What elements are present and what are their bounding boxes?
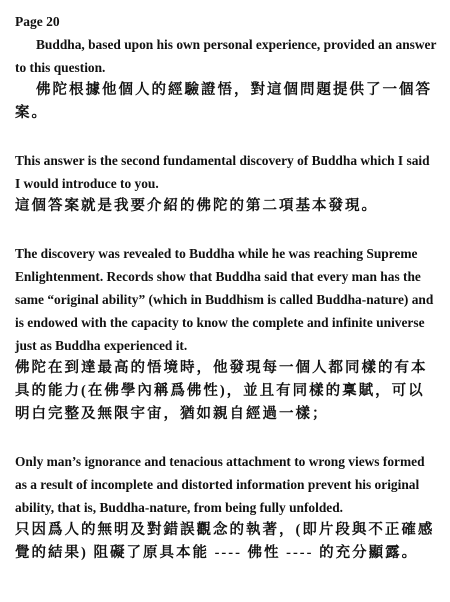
page-number: Page 20	[15, 14, 60, 29]
paragraph-1-english: Buddha, based upon his own personal experience, provided an answer to this question.	[15, 37, 437, 75]
paragraph-3-english: The discovery was revealed to Buddha while he was reaching Supreme Enlightenment. Records show that Buddha said that every man has the same “original ability” (which in Buddhism is called Buddha-nature) and is endowed with the capacity to know the complete and infinite universe just as Buddha experienced it.	[15, 246, 434, 353]
paragraph-2-english: This answer is the second fundamental discovery of Buddha which I said I would introduce to you.	[15, 153, 430, 191]
paragraph-4-chinese: 只因爲人的無明及對錯誤觀念的執著，(即片段與不正確感覺的結果) 阻礙了原具本能 ---- 佛性 ---- 的充分顯露。	[15, 522, 435, 561]
paragraph-4-english: Only man’s ignorance and tenacious attachment to wrong views formed as a result of incomplete and distorted information prevent his original ability, that is, Buddha-nature, from being fully unfolded.	[15, 454, 425, 515]
paragraph-2-chinese: 這個答案就是我要介紹的佛陀的第二項基本發現。	[15, 198, 378, 214]
paragraph-3-chinese: 佛陀在到達最高的悟境時，他發現每一個人都同樣的有本具的能力(在佛學內稱爲佛性)，並且有同樣的稟賦，可以明白完整及無限宇宙，猶如親自經過一樣；	[15, 360, 428, 422]
paragraph-1-chinese: 佛陀根據他個人的經驗證悟，對這個問題提供了一個答案。	[15, 82, 432, 121]
